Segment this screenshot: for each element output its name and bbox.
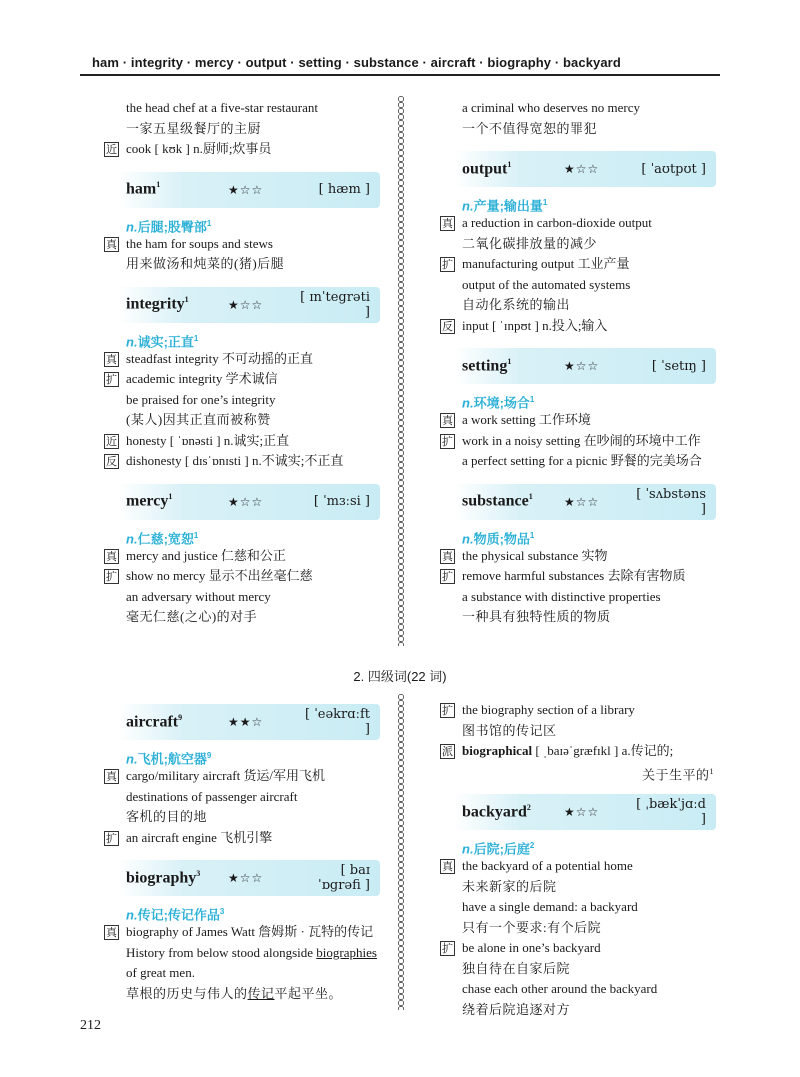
example-line: 毫无仁慈(之心)的对手 [126,609,258,624]
real-tag: 真 [442,549,453,563]
headword: aircraft$^9$ [126,712,183,731]
real-example-line: 真 the physical substance 实物 [442,547,608,563]
lower-right-column [440,700,722,1020]
real-tag: 真 [106,352,117,366]
phonetic: [ ˈaʊtpʊt ] [641,161,706,177]
example-line: have a single demand: a backyard [462,899,638,914]
antonym-tag: 反 [442,319,453,333]
example-line: a perfect setting for a picnic 野餐的完美场合 [462,453,702,468]
example-line: be praised for one’s integrity [126,391,276,407]
headword: integrity$^1$ [126,295,189,313]
ext-tag: 扩 [442,704,453,717]
synonym-line [104,139,386,160]
antonym-tag: 反 [106,455,117,468]
extended-example-line: 扩 the biography section of a library [442,702,635,717]
example-line: 一家五星级餐厅的主厨 [126,120,262,136]
extended-example-line: 扩 manufacturing output 工业产量 [442,256,630,271]
real-example-line: 真 biography of James Watt 詹姆斯 · 瓦特的传记 [106,924,374,939]
definition-line: n.传记;传记作品$^3$ [126,907,225,923]
frequency-stars: ★☆☆ [564,162,600,176]
section-heading: 2. 四级词(22 词) [353,669,447,684]
lower-left-column [104,692,386,1004]
frequency-stars: ★☆☆ [564,359,600,373]
definition-line: n.环境;场合$^1$ [462,395,535,411]
running-header-title: ham · integrity · mercy · output · setting · substance · aircraft · biography · backyard [92,55,621,70]
phonetic: [ ɪnˈtegrəti ] [300,289,370,320]
example-line: an adversary without mercy [126,588,271,604]
header-rule [80,74,720,76]
antonym-line: 反 input [ ˈɪnpʊt ] n.投入;输入 [442,317,608,333]
frequency-stars: ★☆☆ [564,805,600,819]
definition-line: n.物质;物品$^1$ [462,530,535,546]
real-tag: 真 [106,770,117,783]
real-tag: 真 [442,217,453,230]
page-number: 212 [80,1018,101,1033]
extended-example-line: 扩 show no mercy 显示不出丝毫仁慈 [106,568,313,583]
real-tag: 真 [106,549,117,563]
entry-header-aircraft [118,704,380,740]
real-example-line: 真 steadfast integrity 不可动摇的正直 [106,350,314,366]
frequency-stars: ★☆☆ [228,182,264,197]
entry-header-integrity [118,287,380,323]
entry-header-mercy [118,484,380,520]
real-example-line: 真 the ham for soups and stews [106,235,273,251]
definition-line: n.飞机;航空器$^9$ [126,751,212,767]
phonetic: [ ˈmɜːsi ] [313,494,370,509]
column-divider-upper [396,96,406,646]
phonetic: [ ˌbækˈjɑːd ] [636,797,706,827]
ext-tag: 扩 [106,373,117,386]
frequency-stars: ★☆☆ [228,871,264,885]
headword: ham$^1$ [126,180,161,198]
example-line: a substance with distinctive properties [462,588,661,604]
example-line: 自动化系统的输出 [462,297,571,312]
frequency-stars: ★☆☆ [228,297,264,312]
example-line: output of the automated systems [462,276,631,292]
real-tag: 真 [442,860,453,873]
example-line: 草根的历史与伟人的传记平起平坐。 [126,985,343,1001]
headword: substance$^1$ [462,492,533,510]
ext-tag: 扩 [106,570,117,583]
example-line: destinations of passenger aircraft [126,788,298,804]
real-example-line: 真 cargo/military aircraft 货运/军用飞机 [106,768,326,783]
definition-line: n.诚实;正直$^1$ [126,333,199,349]
ext-tag: 扩 [442,434,453,448]
example-line: 客机的目的地 [126,809,208,824]
example-line: 独自待在自家后院 [462,960,571,976]
example-line: (某人)因其正直而被称赞 [126,412,271,427]
entry-header-backyard [454,794,716,830]
frequency-stars: ★☆☆ [228,494,264,509]
frequency-stars: ★☆☆ [564,494,600,509]
derivative-line-continued: 关于生平的$^1$ [641,766,714,782]
definition-line: n.产量;输出量$^1$ [462,198,548,214]
example-line: 一种具有独特性质的物质 [462,609,611,624]
ext-tag: 扩 [442,258,453,271]
derivative-line: 派 biographical [ ˌbaɪəˈgræfɪkl ] a.传记的; [442,743,674,758]
synonym-line: 近 honesty [ ˈɒnəsti ] n.诚实;正直 [106,432,290,448]
example-line: chase each other around the backyard [462,981,658,996]
entry-header-substance [454,484,716,520]
derivative-tag: 派 [442,745,453,758]
definition-line: n.仁慈;宽恕$^1$ [126,530,199,546]
real-example-line: 真 mercy and justice 仁慈和公正 [106,547,286,563]
antonym-line: 反 dishonesty [ dɪsˈɒnɪsti ] n.不诚实;不正直 [106,453,344,468]
example-line: of great men. [126,965,195,980]
phonetic: [ hæm ] [318,182,370,197]
upper-left-column [104,98,386,628]
phonetic: [ ˈsʌbstəns ] [636,486,706,517]
real-example-line: 真 a work setting 工作环境 [442,412,591,427]
synonym-tag: 近 [106,143,117,156]
real-tag: 真 [106,926,117,939]
ext-tag: 扩 [442,570,453,583]
headword: backyard$^2$ [462,802,531,821]
entry-header-ham [118,172,380,208]
example-line: History from below stood alongside biographies [126,944,377,960]
frequency-stars: ★★☆ [228,715,264,729]
real-tag: 真 [442,414,453,427]
synonym-text: cook [ kʊk ] n.厨师;炊事员 [126,141,272,156]
definition-line: n.后腿;股臀部$^1$ [126,218,212,234]
extended-example-line: 扩 be alone in one’s backyard [442,940,601,955]
example-line: 绕着后院追逐对方 [462,1001,571,1017]
example-line: 用来做汤和炖菜的(猪)后腿 [126,256,285,271]
extended-example-line: 扩 work in a noisy setting 在吵闹的环境中工作 [442,432,701,448]
example-line: the head chef at a five-star restaurant [126,100,319,115]
real-example-line: 真 a reduction in carbon-dioxide output [442,215,652,230]
example-line: 只有一个要求:有个后院 [462,919,602,935]
real-tag: 真 [106,237,117,251]
example-line: 图书馆的传记区 [462,722,557,738]
synonym-tag: 近 [106,434,117,448]
phonetic: [ baɪˈɒgrəfi ] [318,863,370,893]
headword: setting$^1$ [462,356,512,375]
phonetic: [ ˈeəkrɑːft ] [305,707,370,737]
headword: biography$^3$ [126,868,201,887]
entry-header-output [454,151,716,187]
extended-example-line: 扩 an aircraft engine 飞机引擎 [106,829,273,845]
example-line: 二氧化碳排放量的减少 [462,235,598,251]
headword: output$^1$ [462,159,512,178]
entry-header-biography [118,860,380,896]
example-line: a criminal who deserves no mercy [462,100,640,115]
column-divider-lower [396,694,406,1010]
extended-example-line: 扩 academic integrity 学术诚信 [106,371,278,386]
real-example-line: 真 the backyard of a potential home [442,858,633,873]
entry-header-setting [454,348,716,384]
running-header [80,52,720,76]
ext-tag: 扩 [106,831,117,845]
example-line: 一个不值得宽恕的罪犯 [462,120,598,136]
upper-right-column [440,98,722,628]
phonetic: [ ˈsetɪŋ ] [651,358,706,374]
extended-example-line: 扩 remove harmful substances 去除有害物质 [442,568,686,583]
ext-tag: 扩 [442,942,453,955]
definition-line: n.后院;后庭$^2$ [462,841,535,857]
example-line: 未来新家的后院 [462,878,557,894]
headword: mercy$^1$ [126,492,173,510]
